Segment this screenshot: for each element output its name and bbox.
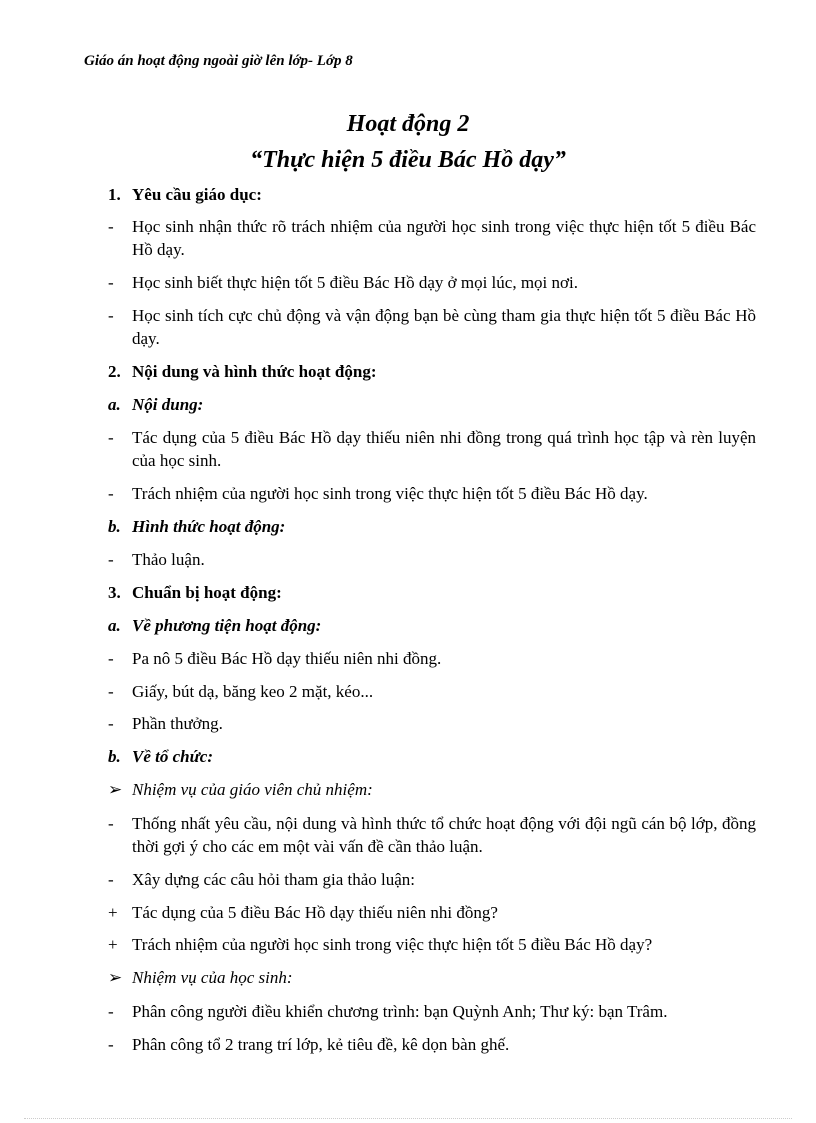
list-marker: b.: [108, 747, 121, 766]
list-item-text: Thảo luận.: [132, 550, 205, 569]
list-item: [108, 548, 756, 571]
task-heading-student: [108, 966, 756, 989]
task-heading-text: Nhiệm vụ của giáo viên chủ nhiệm:: [132, 780, 373, 799]
list-marker: -: [108, 217, 114, 236]
activity-title: Hoạt động 2: [346, 111, 470, 137]
list-marker: +: [108, 903, 118, 922]
list-marker: -: [108, 1002, 114, 1021]
list-marker: -: [108, 550, 114, 569]
list-item-text: Tác dụng của 5 điều Bác Hồ dạy thiếu niên nhi đồng trong quá trình học tập và rèn luyện của học sinh.: [132, 428, 756, 470]
section-heading-1: [108, 183, 756, 206]
list-item-text: Học sinh tích cực chủ động và vận động bạn bè cùng tham gia thực hiện tốt 5 điều Bác Hồ dạy.: [132, 306, 756, 348]
list-marker: 1.: [108, 185, 121, 204]
list-marker: -: [108, 814, 114, 833]
section-heading-2: [108, 360, 756, 383]
list-item-text: Trách nhiệm của người học sinh trong việc thực hiện tốt 5 điều Bác Hồ dạy?: [132, 935, 653, 954]
list-marker: b.: [108, 517, 121, 536]
list-item-text: Học sinh nhận thức rõ trách nhiệm của người học sinh trong việc thực hiện tốt 5 điều Bác Hồ dạy.: [132, 217, 756, 259]
list-item-text: Phân công tổ 2 trang trí lớp, kẻ tiêu đề, kê dọn bàn ghế.: [132, 1035, 510, 1054]
arrow-bullet-icon: ➢: [108, 968, 123, 987]
list-item: [108, 712, 756, 735]
list-item-text: Trách nhiệm của người học sinh trong việc thực hiện tốt 5 điều Bác Hồ dạy.: [132, 484, 648, 503]
list-marker: -: [108, 428, 114, 447]
arrow-bullet-icon: ➢: [108, 780, 123, 799]
list-item: [108, 426, 756, 472]
sub-list-item: [108, 933, 756, 956]
list-marker: +: [108, 935, 118, 954]
list-marker: -: [108, 484, 114, 503]
section-heading-text: Chuẩn bị hoạt động:: [132, 583, 282, 602]
list-item-text: Phân công người điều khiển chương trình: bạn Quỳnh Anh; Thư ký: bạn Trâm.: [132, 1002, 668, 1021]
list-item: [108, 304, 756, 350]
list-item-text: Thống nhất yêu cầu, nội dung và hình thức tổ chức hoạt động với đội ngũ cán bộ lớp, đồng thời gợi ý cho các em một vài vấn đề cần thảo luận.: [132, 814, 756, 856]
list-marker: 2.: [108, 362, 121, 381]
list-item-text: Phần thưởng.: [132, 714, 223, 733]
page-header: Giáo án hoạt động ngoài giờ lên lớp- Lớp 8: [84, 53, 353, 69]
subsection-heading-3a: [108, 614, 756, 637]
list-item-text: Học sinh biết thực hiện tốt 5 điều Bác Hồ dạy ở mọi lúc, mọi nơi.: [132, 273, 578, 292]
list-item-text: Xây dựng các câu hỏi tham gia thảo luận:: [132, 870, 416, 889]
subsection-heading-text: Nội dung:: [132, 395, 204, 414]
list-marker: 3.: [108, 583, 121, 602]
section-heading-3: [108, 581, 756, 604]
list-marker: a.: [108, 616, 121, 635]
list-item: [108, 1000, 756, 1023]
list-item: [108, 482, 756, 505]
section-heading-text: Yêu cầu giáo dục:: [132, 185, 262, 204]
list-item-text: Giấy, bút dạ, băng keo 2 mặt, kéo...: [132, 682, 374, 701]
sub-list-item: [108, 901, 756, 924]
list-marker: -: [108, 273, 114, 292]
task-heading-text: Nhiệm vụ của học sinh:: [132, 968, 293, 987]
subsection-heading-text: Về phương tiện hoạt động:: [132, 616, 322, 635]
list-marker: -: [108, 682, 114, 701]
subsection-heading-text: Hình thức hoạt động:: [132, 517, 286, 536]
page-footer-divider: [24, 1118, 792, 1119]
list-marker: -: [108, 306, 114, 325]
list-item: [108, 647, 756, 670]
activity-subtitle: “Thực hiện 5 điều Bác Hồ dạy”: [250, 147, 566, 173]
list-item: [108, 1033, 756, 1056]
list-item-text: Tác dụng của 5 điều Bác Hồ dạy thiếu niên nhi đồng?: [132, 903, 498, 922]
list-item: [108, 215, 756, 261]
subsection-heading-3b: [108, 745, 756, 768]
task-heading-teacher: [108, 778, 756, 801]
list-marker: -: [108, 1035, 114, 1054]
subsection-heading-text: Về tổ chức:: [132, 747, 213, 766]
subsection-heading-2a: [108, 393, 756, 416]
list-item: [108, 868, 756, 891]
list-item: [108, 680, 756, 703]
list-marker: -: [108, 649, 114, 668]
section-heading-text: Nội dung và hình thức hoạt động:: [132, 362, 377, 381]
list-marker: -: [108, 714, 114, 733]
list-marker: a.: [108, 395, 121, 414]
list-item: [108, 271, 756, 294]
list-marker: -: [108, 870, 114, 889]
subsection-heading-2b: [108, 515, 756, 538]
list-item: [108, 812, 756, 858]
list-item-text: Pa nô 5 điều Bác Hồ dạy thiếu niên nhi đồng.: [132, 649, 442, 668]
